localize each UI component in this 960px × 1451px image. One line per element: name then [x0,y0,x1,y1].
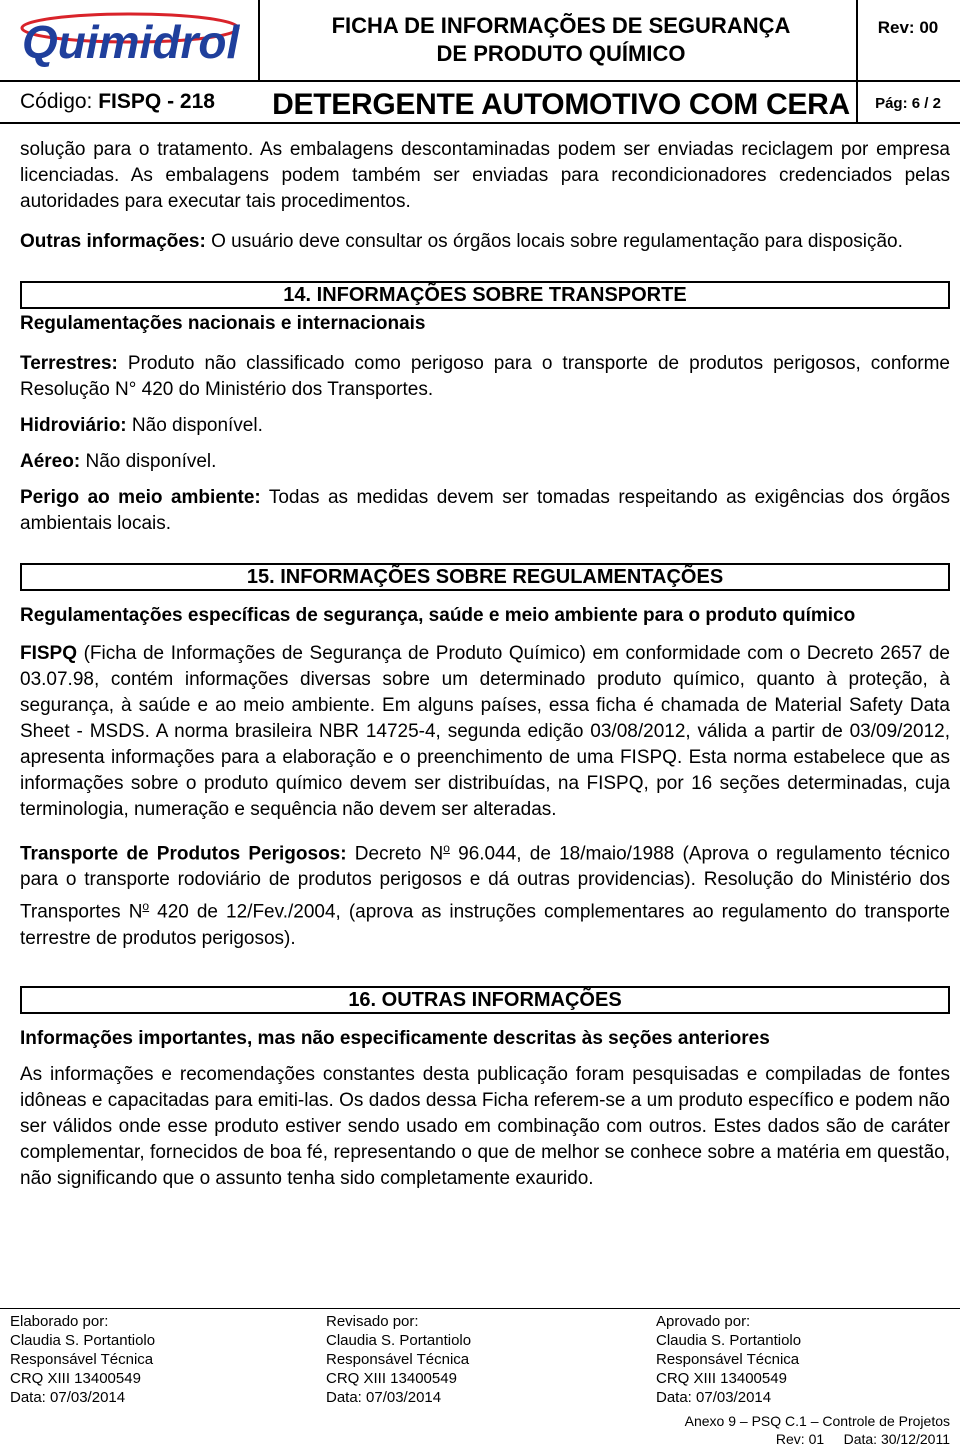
annex-rev-date [600,1430,950,1448]
section-14-subtitle: Regulamentações nacionais e internacionais [20,313,426,334]
aereo-text: Não disponível. [80,451,217,472]
code-label: Código: [20,90,99,113]
other-info [20,229,950,255]
transport-text-3: 420 de 12/Fev./2004, (aprova as instruções complementares ao regulamento do transporte terrestre de produtos perigosos). [20,901,950,949]
intro-paragraph: solução para o tratamento. As embalagens descontaminadas podem ser enviadas reciclagem por empresa licenciadas. As embalagens podem também ser enviadas para recondicionadores credenciados pelas autoridades para executar tais procedimentos. [20,139,950,212]
annex-info [600,1412,950,1448]
transport-paragraph [20,835,950,952]
perigo-label: Perigo ao meio ambiente: [20,487,261,508]
perigo-ambiente [20,485,950,537]
section-15 [20,563,950,952]
section-16 [20,986,950,1192]
footer-title: Responsável Técnica [656,1351,800,1368]
footer-name: Claudia S. Portantiolo [656,1332,802,1349]
hidroviario [20,413,950,439]
header-hline [0,80,960,82]
footer-top-line [0,1308,960,1309]
fispq-text: (Ficha de Informações de Segurança de Produto Químico) em conformidade com o Decreto 2657 de 03.07.98, contém informações diversas sobre um determinado produto químico, quanto à proteção, à segurança, à saúde e ao meio ambiente. Em alguns países, essa ficha é chamada de Material Safety Data Sheet - MSDS. A norma brasileira NBR 14725-4, segunda edição 03/08/2012, válida a partir de 03/09/2012, apresenta informações para a elaboração e o preenchimento de uma FISPQ. Esta norma estabelece que as informações sobre o produto químico devem ser distribuídas, na FISPQ, por 16 seções determinadas, cuja terminologia, numeração e sequência não devem ser alteradas. [20,643,950,820]
hidroviario-label: Hidroviário: [20,415,127,436]
form-title [268,12,854,68]
footer-crq: CRQ XIII 13400549 [326,1370,457,1387]
section-14-title: 14. INFORMAÇÕES SOBRE TRANSPORTE [283,284,687,306]
footer-role: Elaborado por: [10,1313,109,1330]
perigo-text: Todas as medidas devem ser tomadas respeitando as exigências dos órgãos ambientais locais. [20,487,950,534]
footer-title: Responsável Técnica [326,1351,470,1368]
footer-aprovado [656,1312,956,1407]
page-number: Pág: 6 / 2 [875,95,941,112]
other-info-label: Outras informações: [20,231,206,252]
section-14 [20,281,950,537]
fispq-paragraph [20,641,950,823]
aereo [20,449,950,475]
terrestres [20,351,950,403]
other-info-text: O usuário deve consultar os órgãos locais sobre regulamentação para disposição. [205,231,903,252]
revision-label: Rev: 00 [877,18,939,37]
terrestres-label: Terrestres: [20,353,118,374]
footer-name: Claudia S. Portantiolo [326,1332,472,1349]
document-header [0,0,960,124]
footer-date: Data: 07/03/2014 [10,1389,126,1406]
footer-role: Revisado por: [326,1313,419,1330]
footer-crq: CRQ XIII 13400549 [656,1370,787,1387]
section-15-box [20,563,950,591]
footer-crq: CRQ XIII 13400549 [10,1370,141,1387]
footer-title: Responsável Técnica [10,1351,154,1368]
footer-elaborado [10,1312,310,1407]
section-14-box [20,281,950,309]
document-body [20,137,950,1192]
code-value: FISPQ - 218 [98,90,215,113]
transport-text-2: 96.044, de 18/maio/1988 (Aprova o regulamento técnico para o transporte rodoviário de produtos perigosos e dá outras providencias). Resolução do Ministério dos Transportes N [20,843,950,923]
logo-text: Quimidrol [22,16,240,68]
superscript-o-2: o [142,899,150,914]
annex-date: Data: 30/12/2011 [843,1431,950,1447]
aereo-label: Aéreo: [20,451,81,472]
footer-date: Data: 07/03/2014 [656,1389,772,1406]
section-16-text: As informações e recomendações constantes desta publicação foram pesquisadas e compiladas de fontes idôneas e capacitadas para emiti-las. Os dados dessa Ficha referem-se a um produto específico e podem não ser válidos onde esse produto estiver sendo usado em combinação com outros. Estes dados são de caráter complementar, fornecidos de boa fé, representando o que de melhor se conhece sobre a matéria em questão, não significando que o assunto tenha sido completamente exaurido. [20,1063,950,1189]
footer-revisado [326,1312,626,1407]
form-title-line-1: FICHA DE INFORMAÇÕES DE SEGURANÇA [331,13,791,38]
footer-date: Data: 07/03/2014 [326,1389,442,1406]
terrestres-text: Produto não classificado como perigoso para o transporte de produtos perigosos, conforme Resolução N° 420 do Ministério dos Transportes. [20,353,950,400]
section-16-title: 16. OUTRAS INFORMAÇÕES [348,988,622,1011]
section-16-box [20,986,950,1014]
header-divider-1 [258,0,260,80]
form-title-line-2: DE PRODUTO QUÍMICO [436,41,686,66]
product-name: DETERGENTE AUTOMOTIVO COM CERA [272,88,850,121]
transport-text-1: Decreto N [346,843,444,865]
section-15-subtitle: Regulamentações específicas de segurança, saúde e meio ambiente para o produto químico [20,605,856,626]
annex-label: Anexo 9 – PSQ C.1 – Controle de Projetos [684,1413,950,1429]
section-15-title: 15. INFORMAÇÕES SOBRE REGULAMENTAÇÕES [246,566,724,588]
footer-role: Aprovado por: [656,1313,751,1330]
footer-name: Claudia S. Portantiolo [10,1332,156,1349]
header-bottom-line [0,122,960,124]
fispq-label: FISPQ [20,643,78,664]
document-code [20,90,215,114]
hidroviario-text: Não disponível. [126,415,263,436]
superscript-o-1: o [443,841,450,855]
annex-rev: Rev: 01 [775,1431,825,1447]
quimidrol-logo [18,6,248,76]
section-16-subtitle: Informações importantes, mas não especificamente descritas às seções anteriores [20,1027,770,1049]
transport-label: Transporte de Produtos Perigosos: [20,843,347,865]
